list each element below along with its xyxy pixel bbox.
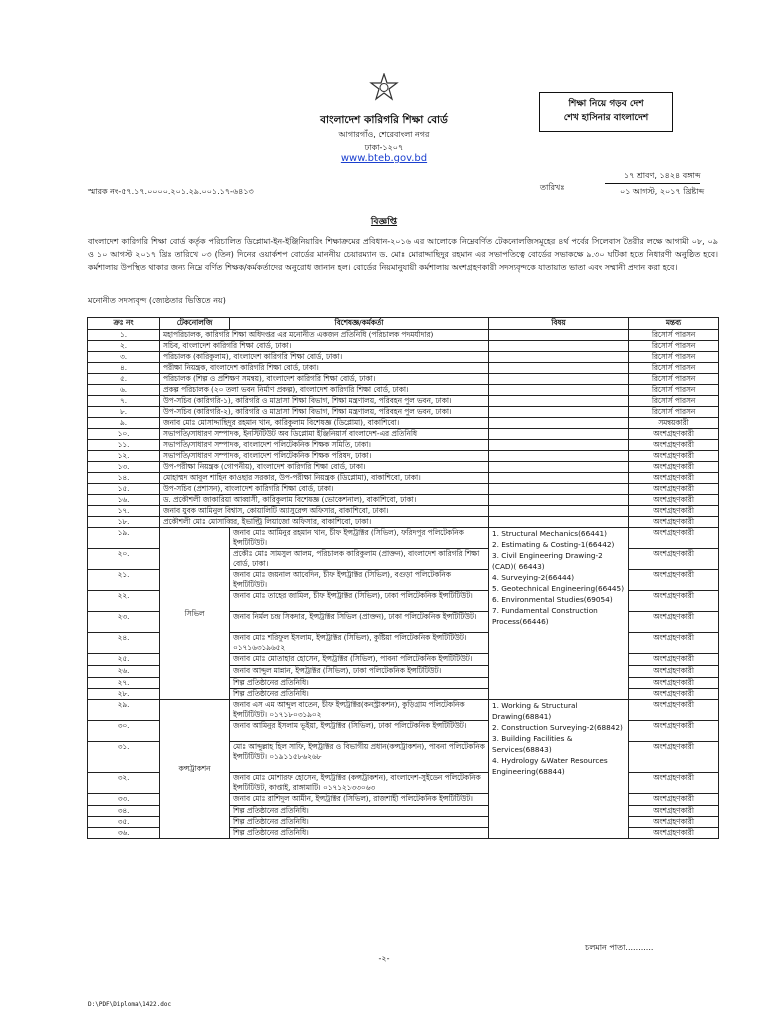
subject-item: 1. Structural Mechanics(66441) <box>492 529 607 538</box>
table-row <box>88 341 719 352</box>
table-row <box>88 363 719 374</box>
row-person: পরীক্ষা নিয়ন্ত্রক, বাংলাদেশ কারিগরি শিক্ষা বোর্ড, ঢাকা। <box>160 363 489 374</box>
row-person: জনাব আব্দুল মান্নান, ইন্সট্রাক্টর (সিভিল), ঢাকা পলিটেকনিক ইন্সটিটিউট। <box>230 666 489 678</box>
table-row <box>88 330 719 341</box>
row-remark: রিসোর্স পারসন <box>629 396 719 407</box>
notice-title: বিজ্ঞপ্তি <box>370 217 398 227</box>
date-english: ০১ আগস্ট, ২০১৭ খ্রিষ্টাব্দ <box>620 187 705 196</box>
row-person: জনাব মোঃ মোতাহার হোসেন, ইন্সট্রাক্টর (সিভিল), পাবনা পলিটেকনিক ইন্সটিটিউট। <box>230 654 489 666</box>
row-person: জনাব মোঃ জয়নাল আবেদিন, চীফ ইন্সট্রাক্টর (সিভিল), বগুড়া পলিটেকনিক ইন্সটিটিউট। <box>230 570 489 591</box>
row-serial: ৮. <box>88 407 160 418</box>
row-person: সভাপতি/সাধারণ সম্পাদক, বাংলাদেশ পলিটেকনিক শিক্ষক সমিতি, ঢাকা। <box>160 440 489 451</box>
header-expert: বিশেষজ্ঞ/কর্মকর্তা <box>230 318 489 330</box>
row-serial: ২০. <box>88 549 160 570</box>
row-serial: ২৭. <box>88 678 160 689</box>
row-remark: অংশগ্রহণকারী <box>629 549 719 570</box>
page-number: -২- <box>378 954 390 963</box>
row-person: শিল্প প্রতিষ্ঠানের প্রতিনিধি। <box>230 689 489 700</box>
row-person: উপ-পরীক্ষা নিয়ন্ত্রক (গোপনীয়), বাংলাদেশ কারিগরি শিক্ষা বোর্ড, ঢাকা। <box>160 462 489 473</box>
table-row <box>88 407 719 418</box>
row-serial: ২৬. <box>88 666 160 678</box>
row-serial: ২৯. <box>88 700 160 721</box>
table-row <box>88 352 719 363</box>
row-serial: ১৯. <box>88 528 160 549</box>
table-row <box>88 473 719 484</box>
website-link[interactable]: www.bteb.gov.bd <box>340 153 428 164</box>
row-person: পরিচালক (শিল্প ও প্রশিক্ষণ সমন্বয়), বাংলাদেশ কারিগরি শিক্ষা বোর্ড, ঢাকা। <box>160 374 489 385</box>
table-row <box>88 506 719 517</box>
row-person: সচিব, বাংলাদেশ কারিগরি শিক্ষা বোর্ড, ঢাকা। <box>160 341 489 352</box>
row-person: জনাব যুবক আমিনুল বিশ্বাস, কোয়ালিটি অ্যাসুরেন্স অফিসার, বাকাশিবো, ঢাকা। <box>160 506 489 517</box>
date-bangla: ১৭ শ্রাবণ, ১৪২৪ বঙ্গাব্দ <box>624 171 701 180</box>
row-person: উপ-সচিব (কারিগরি-১), কারিগরি ও মাদ্রাসা শিক্ষা বিভাগ, শিক্ষা মন্ত্রণালয়, পরিবহন পুল ভবন, ঢাকা। <box>160 396 489 407</box>
row-remark: রিসোর্স পারসন <box>629 385 719 396</box>
row-remark: অংশগ্রহণকারী <box>629 700 719 721</box>
row-serial: ১০. <box>88 429 160 440</box>
table-row <box>88 528 719 549</box>
table-row <box>88 374 719 385</box>
table-row <box>88 484 719 495</box>
technology-cell: কন্সট্রাকশন <box>160 700 230 839</box>
table-row <box>88 418 719 429</box>
row-person: প্রকল্প পরিচালক (২০ তলা ভবন নির্মাণ প্রকল্প), বাংলাদেশ কারিগরি শিক্ষা বোর্ড, ঢাকা। <box>160 385 489 396</box>
row-serial: ১৬. <box>88 495 160 506</box>
subject-item: 6. Environmental Studies(69054) <box>492 595 613 604</box>
row-person: মহাপরিচালক, কারিগরি শিক্ষা অধিদপ্তর এর মনোনীত একজন প্রতিনিধি (পরিচালক পদমর্যাদার) <box>160 330 489 341</box>
subject-item: 1. Working & Structural Drawing(68841) <box>492 701 578 721</box>
row-person: জনাব এস এম আব্দুল বাতেন, চীফ ইন্সট্রাক্টর(কনস্ট্রাকশন), কুড়িগ্রাম পলিটেকনিক ইন্সটিটিউট। ০১৭১৮০৩১৯০২ <box>230 700 489 721</box>
row-person: উপ-সচিব (কারিগরি-২), কারিগরি ও মাদ্রাসা শিক্ষা বিভাগ, শিক্ষা মন্ত্রণালয়, পরিবহন পুল ভবন, ঢাকা। <box>160 407 489 418</box>
row-subject-empty <box>489 341 629 352</box>
header-subject: বিষয় <box>489 318 629 330</box>
row-serial: ৩৪. <box>88 806 160 817</box>
row-subject-empty <box>489 440 629 451</box>
row-subject-empty <box>489 363 629 374</box>
row-remark: অংশগ্রহণকারী <box>629 591 719 612</box>
row-serial: ৩২. <box>88 773 160 794</box>
row-remark: অংশগ্রহণকারী <box>629 773 719 794</box>
subject-item: 3. Civil Engineering Drawing-2 (CAD)( 66443) <box>492 551 603 571</box>
table-row <box>88 451 719 462</box>
row-serial: ২৩. <box>88 612 160 633</box>
row-remark: রিসোর্স পারসন <box>629 374 719 385</box>
row-serial: ৩৬. <box>88 828 160 839</box>
row-serial: ১১. <box>88 440 160 451</box>
table-row <box>88 396 719 407</box>
row-person: শিল্প প্রতিষ্ঠানের প্রতিনিধি। <box>230 817 489 828</box>
subject-list <box>489 700 629 839</box>
row-person: সভাপতি/সাধারণ সম্পাদক, ইনস্টিটিউট অব ডিপ্লোমা ইঞ্জিনিয়ার্স বাংলাদেশ-এর প্রতিনিধি <box>160 429 489 440</box>
row-person: সভাপতি/সাধারণ সম্পাদক, বাংলাদেশ পলিটেকনিক শিক্ষক পরিষদ, ঢাকা। <box>160 451 489 462</box>
row-person: প্রকৌঃ মোঃ সামসুল আলম, পরিচালক কারিকুলাম (প্রাক্তন), বাংলাদেশ কারিগরি শিক্ষা বোর্ড, ঢাকা। <box>230 549 489 570</box>
row-serial: ১৪. <box>88 473 160 484</box>
slogan-line1: শিক্ষা নিয়ে গড়ব দেশ <box>568 99 644 109</box>
row-remark: অংশগ্রহণকারী <box>629 451 719 462</box>
row-person: উপ-সচিব (প্রশাসন), বাংলাদেশ কারিগরি শিক্ষা বোর্ড, ঢাকা। <box>160 484 489 495</box>
row-remark: অংশগ্রহণকারী <box>629 828 719 839</box>
row-person: জনাব মোঃ তাহের জামিল, চীফ ইন্সট্রাক্টর (সিভিল), ঢাকা পলিটেকনিক ইন্সটিটিউট। <box>230 591 489 612</box>
table-header-row <box>88 318 719 330</box>
row-serial: ১২. <box>88 451 160 462</box>
row-person: জনাব মোঃ মোসাদ্দাছিদুর রহমান খান, কারিকুলাম বিশেষজ্ঞ (ডিপ্লোমা), বাকাশিবো। <box>160 418 489 429</box>
slogan-line2: শেখ হাসিনার বাংলাদেশ <box>563 113 649 123</box>
row-subject-empty <box>489 495 629 506</box>
row-serial: ১৫. <box>88 484 160 495</box>
header-serial: ক্রঃ নং <box>88 318 160 330</box>
row-person: জনাব আমিনুর ইসলাম ভূইয়া, ইন্সট্রাক্টর (সিভিল), ঢাকা পলিটেকনিক ইন্সটিটিউট। <box>230 721 489 742</box>
row-subject-empty <box>489 429 629 440</box>
header-remark: মন্তব্য <box>629 318 719 330</box>
row-person: প্রকৌশলী মোঃ মোসাব্বির, ইভাল্ট্রি লিয়াজো অফিসার, বাকাশিবো, ঢাকা। <box>160 517 489 528</box>
row-subject-empty <box>489 462 629 473</box>
row-person: শিল্প প্রতিষ্ঠানের প্রতিনিধি। <box>230 828 489 839</box>
row-remark: রিসোর্স পারসন <box>629 352 719 363</box>
row-remark: অংশগ্রহণকারী <box>629 473 719 484</box>
row-serial: ৩১. <box>88 742 160 773</box>
row-remark: রিসোর্স পারসন <box>629 341 719 352</box>
row-person: ড. প্রকৌশলী জাকারিয়া আব্বাসী, কারিকুলাম বিশেষজ্ঞ (ভোকেশনাল), বাকাশিবো, ঢাকা। <box>160 495 489 506</box>
subject-item: 7. Fundamental Construction Process(66446) <box>492 606 598 626</box>
row-person: পরিচালক (কারিকুলাম), বাংলাদেশ কারিগরি শিক্ষা বোর্ড, ঢাকা। <box>160 352 489 363</box>
row-serial: ১৮. <box>88 517 160 528</box>
row-serial: ১৩. <box>88 462 160 473</box>
row-remark: অংশগ্রহণকারী <box>629 517 719 528</box>
row-subject-empty <box>489 374 629 385</box>
row-serial: ২৮. <box>88 689 160 700</box>
row-remark: অংশগ্রহণকারী <box>629 484 719 495</box>
subject-item: 4. Surveying-2(66444) <box>492 573 575 582</box>
row-remark: অংশগ্রহণকারী <box>629 794 719 806</box>
row-serial: ৩৩. <box>88 794 160 806</box>
row-subject-empty <box>489 484 629 495</box>
notice-paragraph: বাংলাদেশ কারিগরি শিক্ষা বোর্ড কর্তৃক পরিচালিত ডিপ্লোমা-ইন-ইঞ্জিনিয়ারিং শিক্ষাক্রমের প্রবিধান-২০১৬ এর আলোকে নিম্নেবর্ণিত টেকনোলজিসমূহের ৪র্থ পর্বের সিলেবাস তৈরীর লক্ষে আগামী ০৮, ০৯ ও ১০ আগস্ট ২০১৭ খ্রিঃ তারিখে ০৩ (তিন) দিনের ওয়ার্কশপ বোর্ডের মাননীয় চেয়ারম্যান ড. মোঃ মোরাদ্দাছিদুর রহমান এর সভাপতিত্বে বোর্ডের সভাকক্ষে ৯.৩০ ঘটিকা হতে নিধারণী অনুষ্ঠিত হবে। কর্মশালায় উপস্থিত থাকার জন্য নিম্নে বর্ণিত শিক্ষক/কর্মকর্তাদের অনুরোধ জানান হল। বোর্ডের নিয়মানুযায়ী কর্মশালায় অংশগ্রহণকারী সদস্যবৃন্দকে যাতায়াত ভাতা এবং সম্মানী প্রদান করা হবে। <box>88 237 718 272</box>
row-person: জনাব মোঃ মোশারফ হোসেন, ইন্সট্রাক্টর (কন্সট্রাকশন), বাংলাদেশ-সুইডেন পলিটেকনিক ইন্সটিটিউট, কাপ্তাই, রাঙ্গামাটি। ০১৭১২১৩৩০৬৩ <box>230 773 489 794</box>
row-serial: ৬. <box>88 385 160 396</box>
technology-cell: সিভিল <box>160 528 230 700</box>
memo-number: স্মারক নং-৫৭.১৭.০০০০.২০১.২৯.০০১.১৭-৬৪১৩ <box>88 187 254 196</box>
row-remark: অংশগ্রহণকারী <box>629 678 719 689</box>
row-remark: অংশগ্রহণকারী <box>629 721 719 742</box>
row-remark: অংশগ্রহণকারী <box>629 495 719 506</box>
table-row <box>88 440 719 451</box>
continued-note: চলমান পাতা........... <box>585 943 654 952</box>
row-subject-empty <box>489 330 629 341</box>
table-row <box>88 385 719 396</box>
row-person: শিল্প প্রতিষ্ঠানের প্রতিনিধি। <box>230 678 489 689</box>
row-remark: রিসোর্স পারসন <box>629 407 719 418</box>
row-serial: ৯. <box>88 418 160 429</box>
members-table <box>87 317 719 839</box>
row-person: শিল্প প্রতিষ্ঠানের প্রতিনিধি। <box>230 806 489 817</box>
row-remark: অংশগ্রহণকারী <box>629 506 719 517</box>
row-serial: ২. <box>88 341 160 352</box>
row-serial: ৭. <box>88 396 160 407</box>
row-subject-empty <box>489 451 629 462</box>
row-subject-empty <box>489 473 629 484</box>
bteb-logo <box>369 73 399 103</box>
subject-list <box>489 528 629 700</box>
row-serial: ৪. <box>88 363 160 374</box>
date-divider <box>605 183 700 184</box>
row-remark: সমন্বয়কারী <box>629 418 719 429</box>
org-address-line1: আগারগাঁও, শেরেবাংলা নগর <box>338 130 430 139</box>
row-serial: ২২. <box>88 591 160 612</box>
row-remark: অংশগ্রহণকারী <box>629 570 719 591</box>
date-label: তারিখঃ <box>540 183 565 192</box>
row-remark: অংশগ্রহণকারী <box>629 806 719 817</box>
row-remark: অংশগ্রহণকারী <box>629 633 719 654</box>
row-person: জনাব মোঃ শরিফুল ইসলাম, ইন্সট্রাক্টর (সিভিল), কুষ্টিয়া পলিটেকনিক ইন্সটিটিউট। ০১৭১৬৩১৯৬৫২ <box>230 633 489 654</box>
row-remark: অংশগ্রহণকারী <box>629 462 719 473</box>
row-remark: অংশগ্রহণকারী <box>629 612 719 633</box>
table-row <box>88 462 719 473</box>
row-serial: ১৭. <box>88 506 160 517</box>
row-remark: রিসোর্স পারসন <box>629 330 719 341</box>
row-remark: অংশগ্রহণকারী <box>629 742 719 773</box>
website-row <box>0 153 768 164</box>
table-row <box>88 700 719 721</box>
row-remark: অংশগ্রহণকারী <box>629 654 719 666</box>
row-subject-empty <box>489 517 629 528</box>
row-subject-empty <box>489 396 629 407</box>
row-subject-empty <box>489 385 629 396</box>
subject-item: 2. Construction Surveying-2(68842) <box>492 723 623 732</box>
header-technology: টেকনোলজি <box>160 318 230 330</box>
row-subject-empty <box>489 506 629 517</box>
row-serial: ২৫. <box>88 654 160 666</box>
subject-item: 5. Geotechnical Engineering(66445) <box>492 584 625 593</box>
file-path: D:\PDF\Diploma\1422.doc <box>88 1001 172 1008</box>
row-serial: ২১. <box>88 570 160 591</box>
row-remark: অংশগ্রহণকারী <box>629 429 719 440</box>
row-person: মোঃ আব্দুল্লাহ হিল সাফি, ইন্সট্রাক্টর ও বিভাগীয় প্রধান(কন্সট্রাকশন), পাবনা পলিটেকনিক ইন্সটিটিউট। ০১৯১১৫৮৬২৬৮ <box>230 742 489 773</box>
row-serial: ৩. <box>88 352 160 363</box>
row-remark: রিসোর্স পারসন <box>629 363 719 374</box>
subject-item: 3. Building Facilities & Services(68843) <box>492 734 573 754</box>
slogan-box <box>539 92 673 132</box>
row-person: জনাব নির্মল চন্দ্র সিকদার, ইন্সট্রাক্টর সিভিল (প্রাক্তন), ঢাকা পলিটেকনিক ইন্সটিটিউট। <box>230 612 489 633</box>
subject-item: 4. Hydrology &Water Resources Engineering(68844) <box>492 756 608 776</box>
row-serial: ১. <box>88 330 160 341</box>
row-subject-empty <box>489 352 629 363</box>
org-name: বাংলাদেশ কারিগরি শিক্ষা বোর্ড <box>320 114 448 126</box>
subject-item: 2. Estimating & Costing-1(66442) <box>492 540 615 549</box>
row-serial: ২৪. <box>88 633 160 654</box>
org-address-line2: ঢাকা-১২০৭ <box>364 143 404 152</box>
row-remark: অংশগ্রহণকারী <box>629 528 719 549</box>
row-person: জনাব মোঃ আমিনুর রহমান খান, চীফ ইন্সট্রাক্টর (সিভিল), ফরিদপুর পলিটেকনিক ইন্সটিটিউট। <box>230 528 489 549</box>
row-subject-empty <box>489 418 629 429</box>
row-person: জনাব মোঃ রাশিদুল আমীন, ইন্সট্রাক্টর (সিভিল), রাজশাহী পলিটেকনিক ইন্সটিটিউট। <box>230 794 489 806</box>
table-row <box>88 429 719 440</box>
row-remark: অংশগ্রহণকারী <box>629 440 719 451</box>
row-subject-empty <box>489 407 629 418</box>
row-serial: ৩০. <box>88 721 160 742</box>
row-serial: ৫. <box>88 374 160 385</box>
table-row <box>88 495 719 506</box>
row-person: মোহাম্মদ আবুল শাহিন কাওছার সরকার, উপ-পরীক্ষা নিয়ন্ত্রক (ডিপ্লোমা), বাকাশিবো, ঢাকা। <box>160 473 489 484</box>
row-remark: অংশগ্রহণকারী <box>629 689 719 700</box>
table-row <box>88 517 719 528</box>
row-remark: অংশগ্রহণকারী <box>629 817 719 828</box>
nominee-heading: মনোনীত সদস্যবৃন্দ (জ্যেষ্ঠতার ভিত্তিতে নয়) <box>88 296 226 305</box>
row-remark: অংশগ্রহণকারী <box>629 666 719 678</box>
row-serial: ৩৫. <box>88 817 160 828</box>
